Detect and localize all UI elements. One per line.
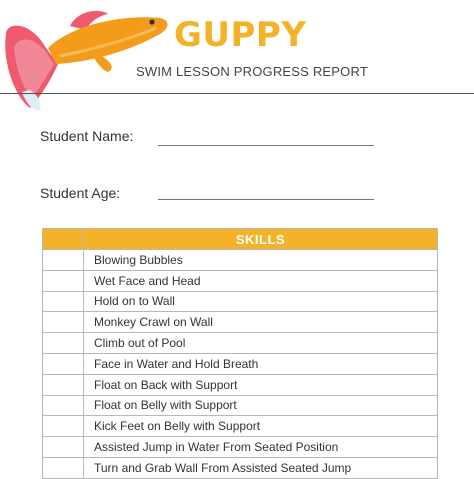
skill-label: Float on Back with Support <box>84 374 438 395</box>
table-row <box>43 437 438 458</box>
skill-label: Climb out of Pool <box>84 333 438 354</box>
guppy-fish-icon <box>0 0 175 118</box>
checkbox-cell[interactable] <box>43 437 84 458</box>
student-name-field[interactable] <box>158 145 374 146</box>
table-row <box>43 457 438 478</box>
skills-table <box>42 228 438 479</box>
table-row <box>43 270 438 291</box>
checkbox-cell[interactable] <box>43 457 84 478</box>
skill-label: Blowing Bubbles <box>84 250 438 271</box>
skill-label: Turn and Grab Wall From Assisted Seated Jump <box>84 457 438 478</box>
skill-label: Kick Feet on Belly with Support <box>84 416 438 437</box>
page-subtitle: SWIM LESSON PROGRESS REPORT <box>136 64 368 79</box>
skill-label: Wet Face and Head <box>84 270 438 291</box>
checkbox-cell[interactable] <box>43 250 84 271</box>
checkbox-cell[interactable] <box>43 333 84 354</box>
skill-label: Hold on to Wall <box>84 291 438 312</box>
student-age-label: Student Age: <box>40 185 121 201</box>
page-title: GUPPY <box>174 15 307 55</box>
skill-label: Monkey Crawl on Wall <box>84 312 438 333</box>
checkbox-cell[interactable] <box>43 291 84 312</box>
table-row <box>43 395 438 416</box>
checkbox-cell[interactable] <box>43 416 84 437</box>
table-row <box>43 353 438 374</box>
table-row <box>43 416 438 437</box>
table-header-row <box>43 229 438 250</box>
table-row <box>43 333 438 354</box>
table-row <box>43 374 438 395</box>
skill-label: Float on Belly with Support <box>84 395 438 416</box>
checkbox-cell[interactable] <box>43 374 84 395</box>
checkbox-cell[interactable] <box>43 395 84 416</box>
checkbox-cell[interactable] <box>43 312 84 333</box>
table-row <box>43 291 438 312</box>
header-divider <box>0 93 474 94</box>
table-row <box>43 250 438 271</box>
skills-header: SKILLS <box>84 229 438 250</box>
checkbox-cell[interactable] <box>43 353 84 374</box>
skill-label: Face in Water and Hold Breath <box>84 353 438 374</box>
table-row <box>43 312 438 333</box>
check-column-header <box>43 229 84 250</box>
skill-label: Assisted Jump in Water From Seated Position <box>84 437 438 458</box>
checkbox-cell[interactable] <box>43 270 84 291</box>
student-name-label: Student Name: <box>40 128 134 144</box>
student-age-field[interactable] <box>158 199 374 200</box>
